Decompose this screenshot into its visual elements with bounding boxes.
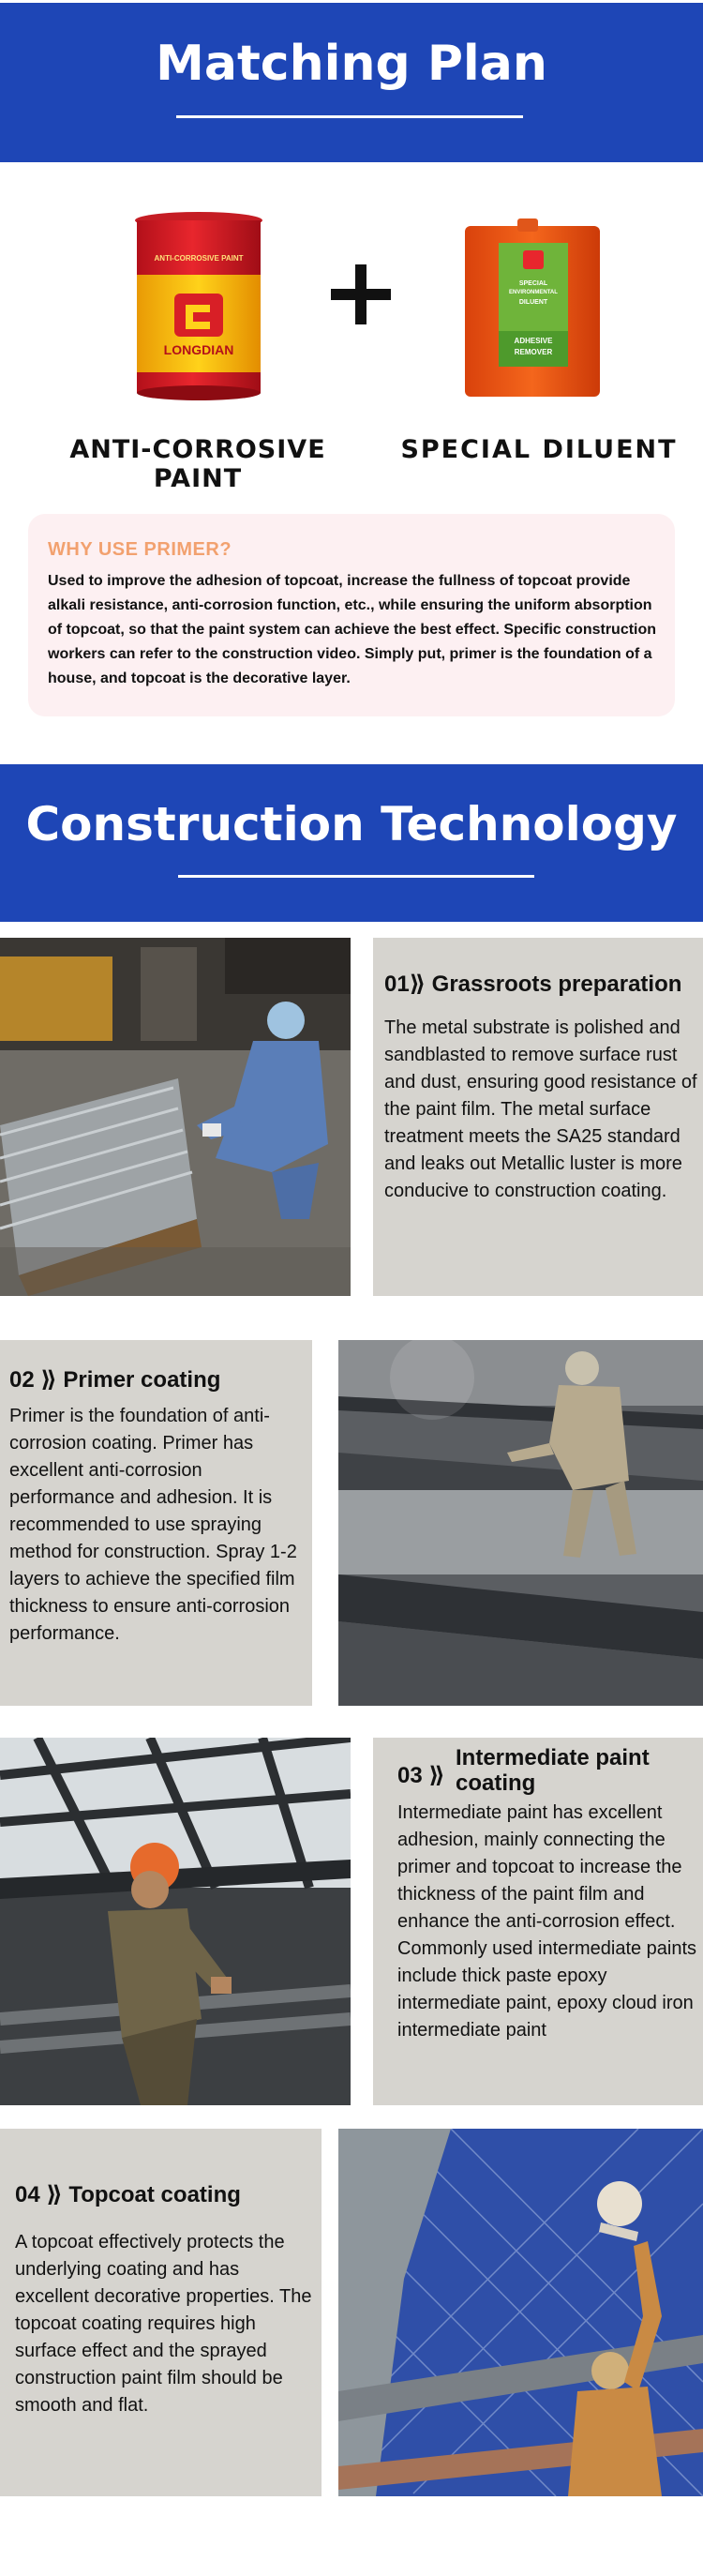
primer-note-title: WHY USE PRIMER?: [48, 539, 232, 560]
paint-label: ANTI-CORROSIVE PAINT: [69, 435, 326, 493]
step-02-arrow-icon: ⟫: [40, 1367, 57, 1393]
step-04-text: A topcoat effectively protects the underlying coating and has excellent decorative properties. The topcoat coating requires high surface effect and the sprayed construction paint film should be smooth and flat.: [15, 2232, 312, 2416]
step-01-number: 01: [384, 972, 410, 997]
step-03-number: 03: [397, 1763, 423, 1788]
step-03-arrow-icon: ⟫: [428, 1763, 445, 1788]
diluent-can-text-2: ENVIRONMENTAL: [509, 290, 558, 295]
step-02-title: Primer coating: [63, 1367, 221, 1393]
diluent-can-text-3: DILUENT: [518, 299, 548, 306]
construction-underline: [178, 875, 534, 878]
step-04-photo: [338, 2129, 703, 2496]
diluent-can-text-5: REMOVER: [514, 348, 553, 356]
construction-title: Construction Technology: [25, 797, 678, 851]
step-03-number-wrap: [397, 1762, 445, 1789]
step-01-heading: [384, 971, 681, 998]
step-04-card: [0, 2129, 322, 2496]
step-01-text: The metal substrate is polished and sandblasted to remove surface rust and dust, ensuring good resistance of the paint film. The metal surface treatment meets the SA25 standard and leaks out Metallic luster is more conducive to construction coating.: [384, 1017, 697, 1201]
primer-note-body: Used to improve the adhesion of topcoat, increase the fullness of topcoat provide alkali resistance, anti-corrosion function, etc., while ensuring the uniform absorption of topcoat, so that the paint system can achieve the best effect. Specific construction workers can refer to the construction video. Simply put, primer is the foundation of a house, and topcoat is the decorative layer.: [48, 573, 657, 686]
step-03-text: Intermediate paint has excellent adhesion, mainly connecting the primer and topcoat to increase the thickness of the paint film and enhance the anti-corrosion effect. Commonly used intermediate paints include thick paste epoxy intermediate paint, epoxy cloud iron intermediate paint: [397, 1802, 697, 2041]
construction-banner: [0, 764, 703, 922]
matching-plan-banner: [0, 3, 703, 162]
step-03-photo: [0, 1738, 351, 2105]
paint-bucket-icon: [131, 211, 267, 403]
step-02-photo: [338, 1340, 703, 1706]
paint-can-brand: LONGDIAN: [163, 342, 234, 357]
paint-can-top-text: ANTI-CORROSIVE PAINT: [154, 254, 244, 263]
diluent-can-text-4: ADHESIVE: [514, 337, 553, 345]
step-03-title: Intermediate paint: [456, 1745, 650, 1770]
step-03-title-line2: coating: [456, 1770, 536, 1796]
diluent-label: SPECIAL DILUENT: [400, 435, 678, 464]
step-03-card: [373, 1738, 703, 2105]
step-01-title: Grassroots preparation: [431, 972, 682, 997]
step-02-text: Primer is the foundation of anti-corrosion coating. Primer has excellent anti-corrosion performance and adhesion. It is recommended to use spraying method for construction. Spray 1-2 layers to achieve the specified film thickness to ensure anti-corrosion performance.: [9, 1406, 297, 1644]
step-02-card: [0, 1340, 312, 1706]
diluent-can-icon: [463, 218, 602, 399]
step-02-heading: [9, 1366, 220, 1393]
diluent-can-text-1: SPECIAL: [518, 280, 548, 287]
step-04-number: 04: [15, 2182, 40, 2207]
step-01-arrow-icon: ⟫: [409, 972, 426, 997]
step-01-photo: [0, 938, 351, 1296]
matching-plan-title: Matching Plan: [156, 36, 547, 92]
step-04-arrow-icon: ⟫: [46, 2182, 63, 2207]
step-01-card: [373, 938, 703, 1296]
step-04-heading: [15, 2181, 241, 2208]
step-02-number: 02: [9, 1367, 35, 1393]
plus-icon: [331, 264, 391, 324]
matching-plan-underline: [176, 115, 523, 118]
primer-note: [28, 514, 675, 716]
step-04-title: Topcoat coating: [68, 2182, 241, 2207]
